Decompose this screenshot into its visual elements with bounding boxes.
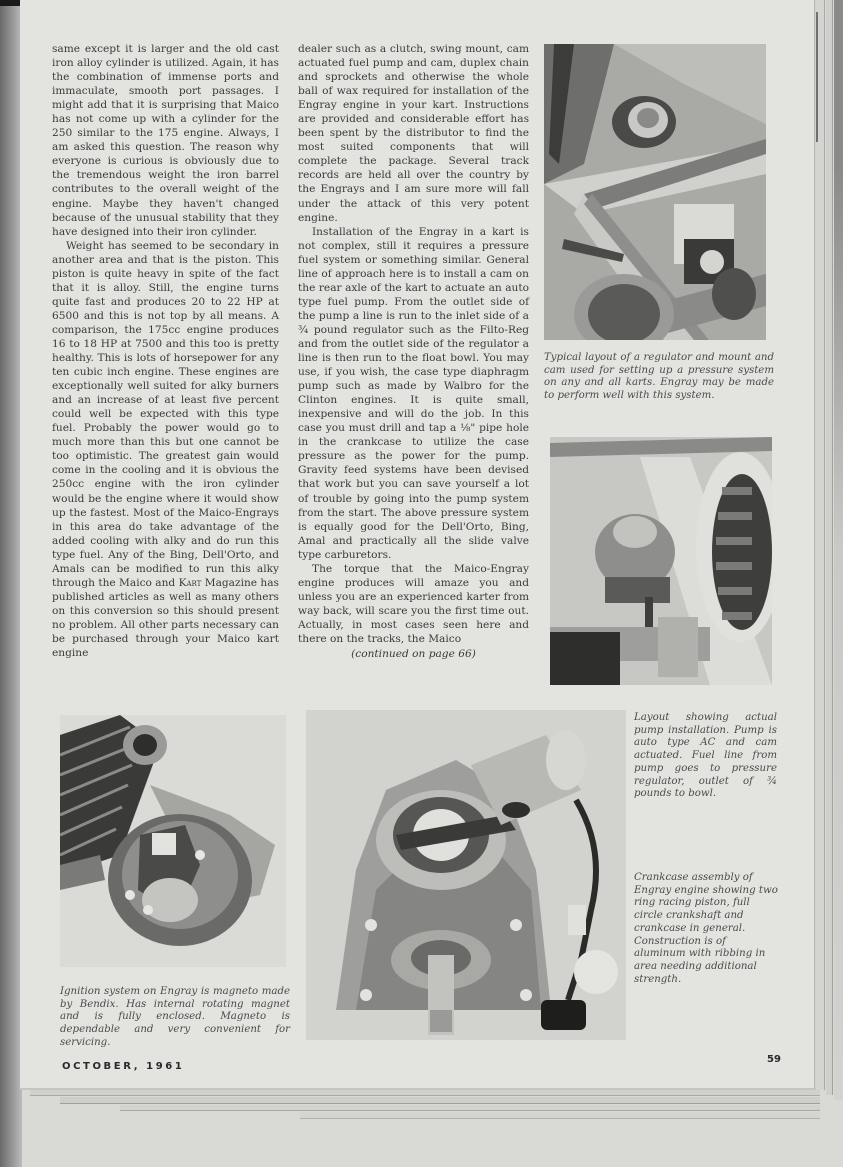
page-edge-stack: [120, 1105, 820, 1111]
magazine-name: Kart: [178, 576, 202, 589]
page-edge-stack: [30, 1090, 820, 1096]
paragraph: dealer such as a clutch, swing mount, cam actuated fuel pump and cam, duplex chain and sprockets and otherwise the whole ball of wax required for installation of the Engray engine in your kart. Instructions are provided and considerable effort has been spent by the distributor to find the most suited components that will complete the package. Several track records are held all over the country by the Engrays and I am sure more will fall under the attack of this very potent engine.: [298, 43, 529, 224]
article-column-1: [52, 42, 279, 660]
issue-date: OCTOBER, 1961: [62, 1061, 185, 1072]
page-fold: [816, 12, 818, 142]
magneto-illustration: [60, 715, 286, 967]
page-edge-stack: [816, 0, 825, 1090]
paragraph: same except it is larger and the old cast iron alloy cylinder is utilized. Again, it has the combination of immense ports and immaculate, smooth port passages. I might add that it is surprising that Maico has not come up with a cylinder for the 250 similar to the 175 engine. Always, I am asked this question. The reason why everyone is curious is obviously due to the tremendous weight the iron barrel contributes to the overall weight of the engine. Maybe they haven't changed because of the unusual stability that they have designed into their iron cylinder.: [52, 43, 279, 238]
article-column-2: [298, 42, 529, 661]
photo-caption: Ignition system on Engray is magneto made by Bendix. Has internal rotating magnet and is fully enclosed. Magneto is dependable and very convenient for servicing.: [60, 986, 290, 1048]
page-edge-stack: [834, 0, 843, 1100]
scan-shadow-left: [0, 0, 22, 1167]
photo-caption: Typical layout of a regulator and mount and cam used for setting up a pressure system on any and all karts. Engray may be made to perform well with this system.: [544, 352, 774, 402]
paragraph: The torque that the Maico-Engray engine produces will amaze you and unless you are an experienced karter from way back, will scare you the first time out. Actually, in most cases seen here and there on the tracks, the Maico: [298, 562, 529, 645]
crankcase-illustration: [306, 710, 626, 1040]
page-edge-stack: [826, 0, 833, 1095]
photo-caption: Crankcase assembly of Engray engine showing two ring racing piston, full circle crankshaft and crankcase in general. Construction is of aluminum with ribbing in area needing additional strength.: [634, 872, 778, 985]
regulator-mount-photo: [544, 44, 766, 340]
paragraph: [52, 239, 279, 660]
page-edge-stack: [60, 1097, 820, 1104]
fuel-pump-illustration: [550, 437, 772, 685]
magneto-ignition-photo: [60, 715, 286, 967]
regulator-mount-illustration: [544, 44, 766, 340]
page-number: 59: [767, 1054, 781, 1065]
paragraph-text: Weight has seemed to be secondary in another area and that is the piston. This piston is quite heavy in spite of the fact that it is alloy. Still, the engine turns quite fast and produces 20 to 22 HP at 6500 and this is not top by all means. A comparison, the 175cc engine produces 16 to 18 HP at 7500 and this too is pretty healthy. This is lots of horsepower for any ten cubic inch engine. These engines are exceptionally well suited for alky burners and an increase of at least five percent could well be expected with this type fuel. Probably the power would go to much more than this but one cannot be too optimistic. The greatest gain would come in the cooling and it is obvious the 250cc engine with the iron cylinder would be the engine where it would show up the fastest. Most of the Maico-Engrays in this area do take advantage of the added cooling with alky and do run this type fuel. Any of the Bing, Dell'Orto, and Amals can be modified to run this alky through the Maico and: [52, 239, 279, 589]
continued-note: (continued on page 66): [351, 648, 476, 661]
paragraph-text: Magazine has published articles as well as many others on this conversion so this should present no problem. All other parts necessary can be purchased through your Maico kart engine: [52, 576, 279, 660]
fuel-pump-photo: [550, 437, 772, 685]
crankcase-assembly-photo: [306, 710, 626, 1040]
paragraph: Installation of the Engray in a kart is not complex, still it requires a pressure fuel system or something similar. General line of approach here is to install a cam on the rear axle of the kart to actuate an auto type fuel pump. From the outlet side of the pump a line is run to the inlet side of a ¾ pound regulator such as the Filto-Reg and from the outlet side of the regulator a line is then run to the float bowl. You may use, if you wish, the case type diaphragm pump such as made by Walbro for the Clinton engines. It is quite small, inexpensive and will do the job. In this case you must drill and tap a ⅛" pipe hole in the crankcase to utilize the case pressure as the power for the pump. Gravity feed systems have been devised that work but you can save yourself a lot of trouble by going into the pump system from the start. The above pressure system is equally good for the Dell'Orto, Bing, Amal and practically all the slide valve type carburetors.: [298, 225, 529, 561]
page-edge-stack: [300, 1112, 820, 1119]
photo-caption: Layout showing actual pump installation. Pump is auto type AC and cam actuated. Fuel line from pump goes to pressure regulator, outlet of ¾ pounds to bowl.: [634, 712, 777, 800]
